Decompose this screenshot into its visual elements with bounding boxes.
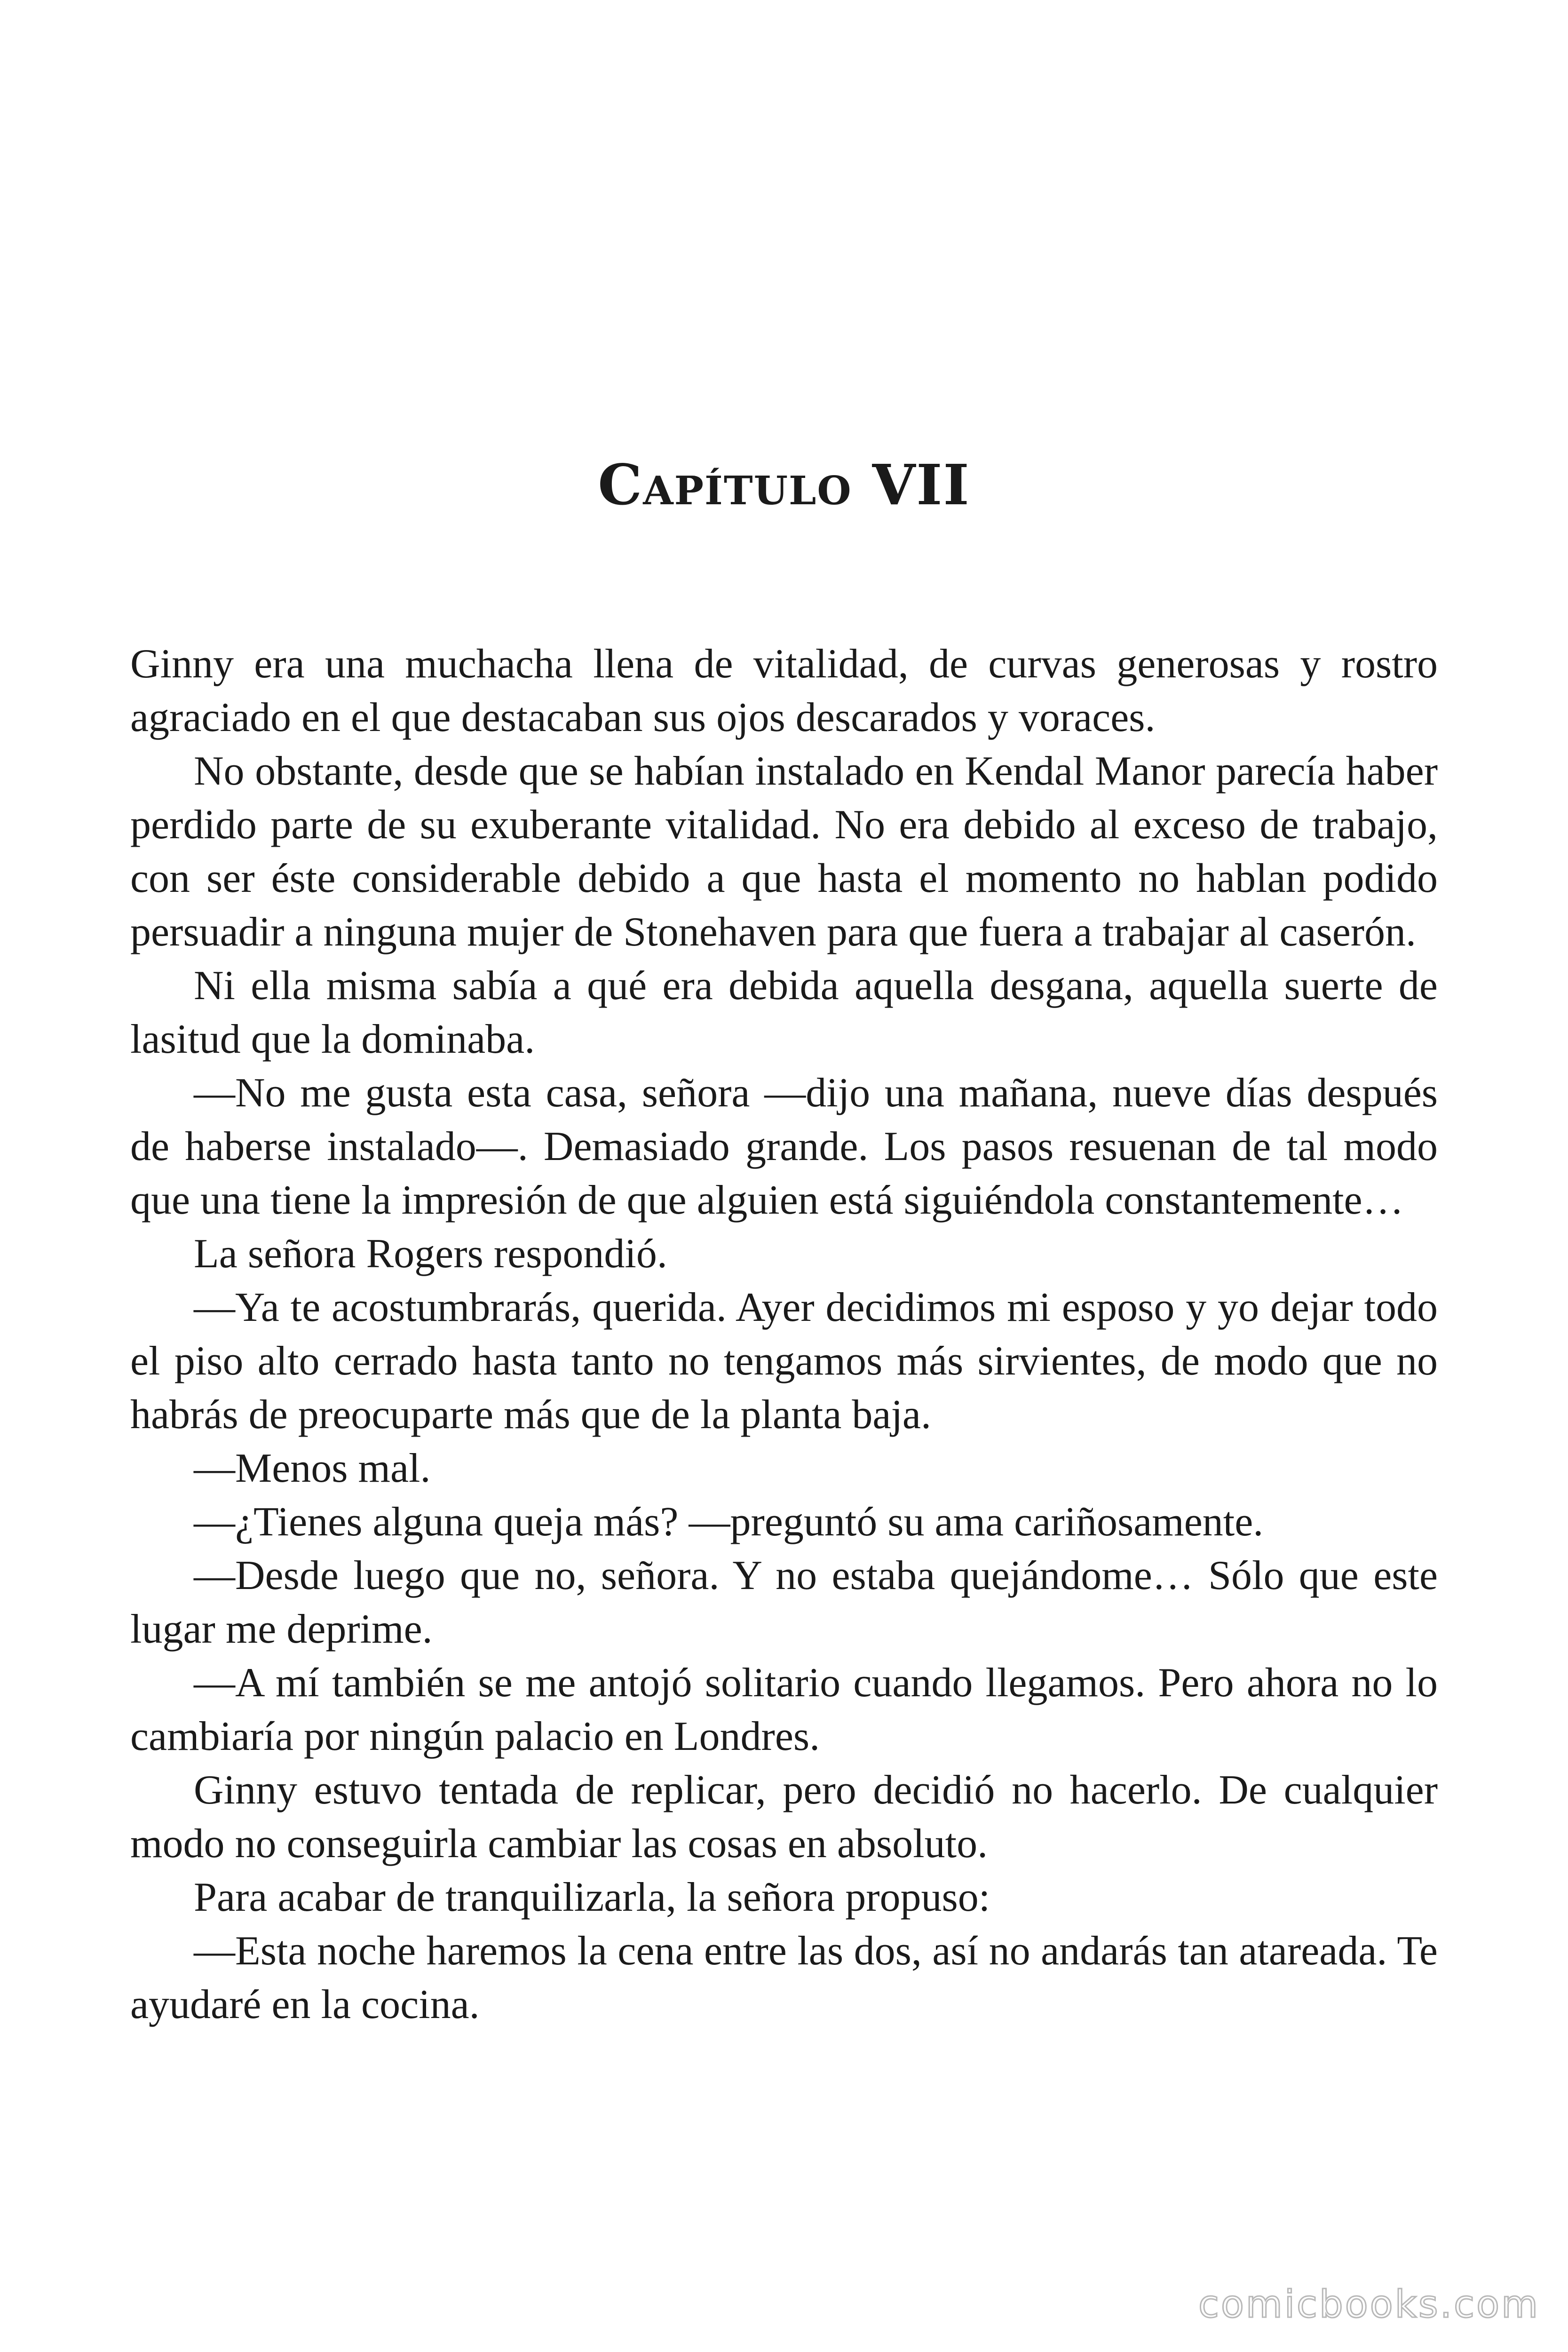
paragraph: —A mí también se me antojó solitario cuando llegamos. Pero ahora no lo cambiaría por ningún palacio en Londres. — [130, 1660, 1438, 1759]
paragraph: No obstante, desde que se habían instalado en Kendal Manor parecía haber perdido parte de su exuberante vitalidad. No era debido al exceso de trabajo, con ser éste considerable debido a que hasta el momento no hablan podido persuadir a ninguna mujer de Stonehaven para que fuera a trabajar al caserón. — [130, 748, 1438, 955]
paragraph: —¿Tienes alguna queja más? —preguntó su ama cariñosamente. — [194, 1499, 1264, 1545]
paragraph: —No me gusta esta casa, señora —dijo una mañana, nueve días después de haberse instalado—. Demasiado grande. Los pasos resuenan de tal modo que una tiene la impresión de que alguien está siguiéndola constantemente… — [130, 1070, 1438, 1223]
watermark: comicbooks.com — [1198, 2282, 1540, 2326]
paragraph: La señora Rogers respondió. — [194, 1231, 667, 1277]
chapter-title: Capítulo VII — [598, 452, 970, 517]
paragraph: Para acabar de tranquilizarla, la señora propuso: — [194, 1875, 990, 1920]
paragraph: —Esta noche haremos la cena entre las dos, así no andarás tan atareada. Te ayudaré en la cocina. — [130, 1928, 1438, 2027]
paragraph: —Desde luego que no, señora. Y no estaba quejándome… Sólo que este lugar me deprime. — [130, 1553, 1438, 1652]
chapter-body — [130, 637, 1438, 2032]
paragraph: —Ya te acostumbrarás, querida. Ayer decidimos mi esposo y yo dejar todo el piso alto cerrado hasta tanto no tengamos más sirvientes, de modo que no habrás de preocuparte más que de la planta baja. — [130, 1285, 1438, 1438]
paragraph: Ni ella misma sabía a qué era debida aquella desgana, aquella suerte de lasitud que la dominaba. — [130, 963, 1438, 1062]
paragraph: —Menos mal. — [194, 1446, 431, 1491]
paragraph: Ginny era una muchacha llena de vitalidad, de curvas generosas y rostro agraciado en el que destacaban sus ojos descarados y voraces. — [130, 641, 1438, 740]
paragraph: Ginny estuvo tentada de replicar, pero decidió no hacerlo. De cualquier modo no conseguirla cambiar las cosas en absoluto. — [130, 1767, 1438, 1867]
